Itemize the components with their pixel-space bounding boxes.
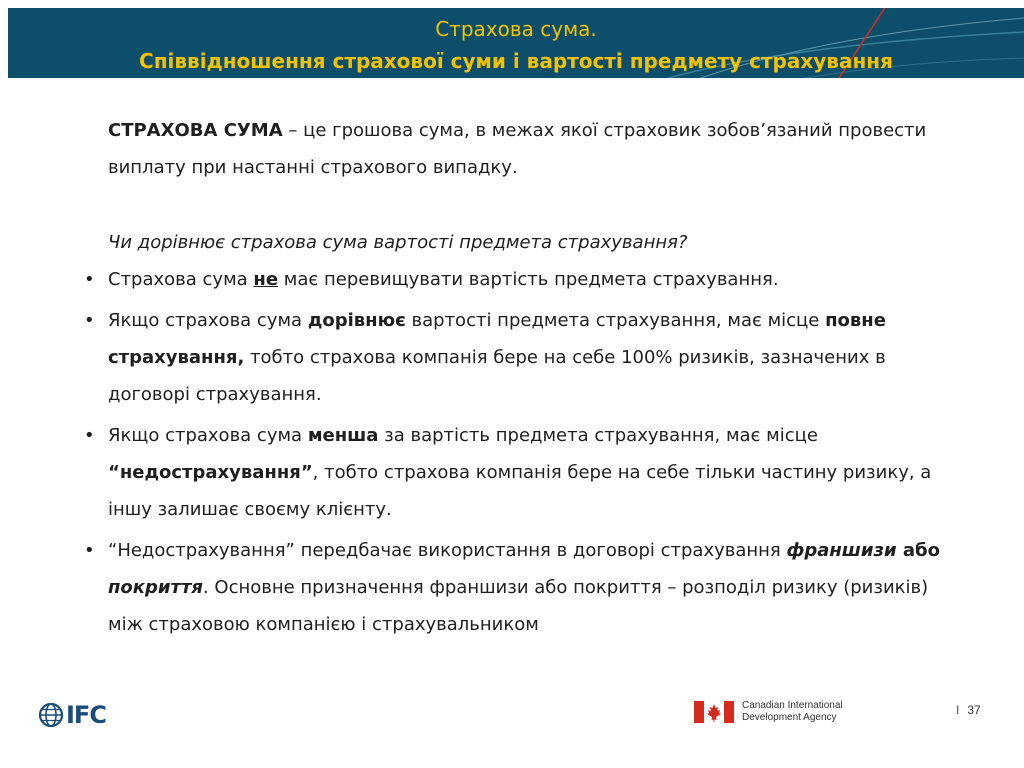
emphasis-less: менша: [307, 425, 379, 446]
bullet-item-2: • Якщо страхова сума дорівнює вартості предмета страхування, має місце повне страхування, тобто страхова компанія бере на себе 100% ризиків, зазначених в договорі страхування.: [82, 302, 962, 413]
bullet-item-1: • Страхова сума не має перевищувати вартість предмета страхування.: [82, 261, 962, 298]
canada-flag-icon: [694, 701, 734, 723]
cida-name: Canadian International Development Agency: [742, 700, 843, 723]
title-banner: [8, 8, 1024, 78]
bullet-list: [82, 261, 962, 643]
page-number-value: 37: [967, 703, 981, 717]
definition-term: СТРАХОВА СУМА: [108, 120, 283, 141]
definition-text: – це грошова сума, в межах якої страховик зобов’язаний провести виплату при настанні страхового випадку.: [108, 120, 927, 178]
question-text: Чи дорівнює страхова сума вартості предмета страхування?: [108, 232, 688, 253]
emphasis-underinsurance: “недострахування”: [108, 462, 313, 483]
emphasis-franchise: франшизи: [786, 540, 897, 561]
globe-icon: [38, 702, 64, 728]
page-number: [956, 703, 981, 717]
ifc-logo: [38, 701, 106, 729]
cida-logo: [694, 700, 862, 724]
emphasis-equals: дорівнює: [307, 310, 406, 331]
ifc-logo-text: IFC: [66, 701, 106, 729]
definition-paragraph: [82, 112, 962, 186]
slide-title-line2: Співвідношення страхової суми і вартості предмету страхування: [139, 49, 893, 73]
emphasis-coverage: покриття: [108, 577, 203, 598]
bullet-item-3: • Якщо страхова сума менша за вартість предмета страхування, має місце “недострахування”, тобто страхова компанія бере на себе тільки частину ризику, а іншу залишає своєму клієнту.: [82, 417, 962, 528]
slide-body: [82, 112, 962, 647]
emphasis-not: не: [253, 269, 279, 290]
emphasis-full-insurance: повне страхування,: [108, 310, 886, 368]
page-separator: I: [956, 703, 960, 717]
slide-title-line1: Страхова сума.: [435, 17, 597, 41]
bullet-item-4: • “Недострахування” передбачає використання в договорі страхування франшизи або покриття. Основне призначення франшизи або покриття – розподіл ризику (ризиків) між страховою компанією і страхувальником: [82, 532, 962, 643]
